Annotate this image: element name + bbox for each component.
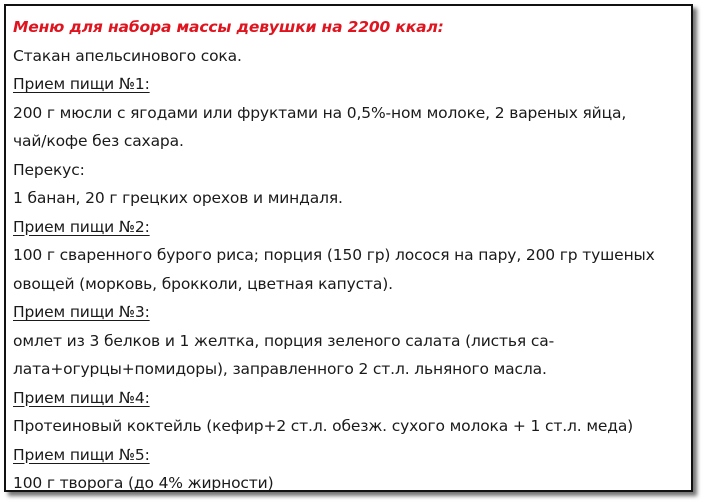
meal1-line-2: чай/кофе без сахара. bbox=[13, 132, 184, 150]
snack-line-1: 1 банан, 20 г грецких орехов и миндаля. bbox=[13, 189, 343, 207]
menu-title: Меню для набора массы девушки на 2200 ккал: bbox=[13, 18, 444, 36]
snack-heading: Перекус: bbox=[13, 160, 85, 179]
intro-line: Стакан апельсинового сока. bbox=[13, 46, 242, 65]
meal2-heading: Прием пищи №2: bbox=[13, 217, 150, 236]
meal2-line-2: овощей (морковь, брокколи, цветная капуста). bbox=[13, 274, 393, 293]
meal2-line-1: 100 г сваренного бурого риса; порция (150 гр) лосося на пару, 200 гр тушеных bbox=[13, 246, 655, 264]
meal5-heading: Прием пищи №5: bbox=[13, 445, 150, 464]
meal4-line-1: Протеиновый коктейль (кефир+2 ст.л. обезж. сухого молока + 1 ст.л. меда) bbox=[13, 417, 634, 435]
meal5-line-1: 100 г творога (до 4% жирности) bbox=[13, 474, 274, 492]
meal1-line-1: 200 г мюсли с ягодами или фруктами на 0,5%-ном молоке, 2 вареных яйца, bbox=[13, 103, 627, 122]
meal4-heading: Прием пищи №4: bbox=[13, 388, 150, 407]
menu-card bbox=[4, 4, 693, 492]
meal3-line-1: омлет из 3 белков и 1 желтка, порция зеленого салата (листья са- bbox=[13, 331, 555, 350]
meal3-heading: Прием пищи №3: bbox=[13, 303, 150, 321]
meal3-line-2: лата+огурцы+помидоры), заправленного 2 ст.л. льняного масла. bbox=[13, 360, 547, 378]
meal1-heading: Прием пищи №1: bbox=[13, 75, 150, 93]
